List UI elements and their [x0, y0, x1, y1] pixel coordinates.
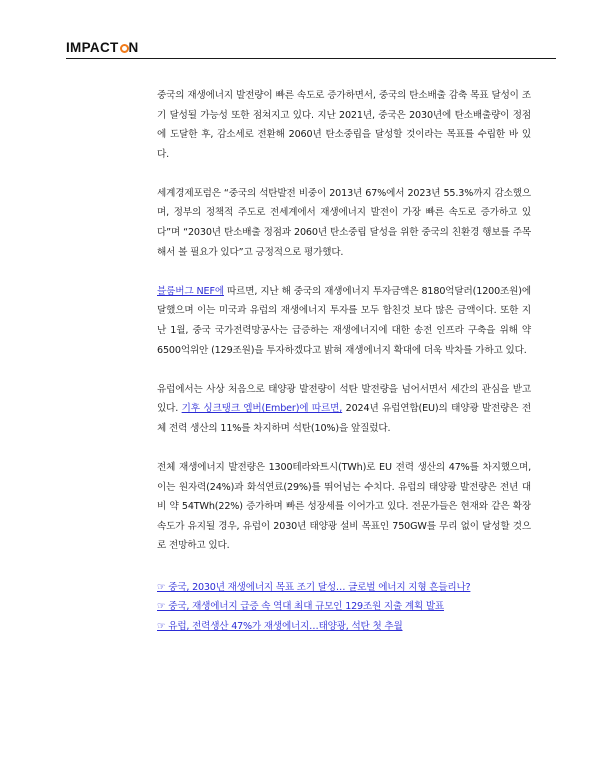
logo-text: IMPACT — [66, 40, 119, 55]
related-articles-list — [157, 578, 531, 637]
paragraph-4 — [157, 380, 531, 439]
paragraph-5: 전체 재생에너지 발전량은 1300테라와트시(TWh)로 EU 전력 생산의 47%를 차지했으며, 이는 원자력(24%)과 화석연료(29%)를 뛰어넘는 수치다. 유럽의 태양광 발전량은 전년 대비 약 54TWh(22%) 증가하며 빠른 성장세를 이어가고 있다. 전문가들은 현재와 같은 확장 속도가 유지될 경우, 유럽이 2030년 태양광 설비 목표인 750GW를 무리 없이 달성할 것으로 전망하고 있다. — [157, 461, 531, 552]
header-divider — [66, 58, 556, 59]
related-article-item — [157, 578, 531, 598]
paragraph-4-text-a: 유럽에서는 사상 처음으로 태양광 발전량이 석탄 발전량을 넘어서면서 세간의 관심을 받고 있다. — [157, 383, 531, 415]
paragraph-2: 세계경제포럼은 “중국의 석탄발전 비중이 2013년 67%에서 2023년 55.3%까지 감소했으며, 정부의 정책적 주도로 전세계에서 재생에너지 발전이 가장 빠른 속도로 증가하고 있다”며 “2030년 탄소배출 정점과 2060년 탄소중립 달성을 위한 중국의 친환경 행보를 주목해서 볼 필요가 있다”고 긍정적으로 평가했다. — [157, 187, 531, 258]
impact-on-logo[interactable] — [66, 40, 139, 56]
article-body — [157, 86, 531, 636]
bloomberg-nef-link[interactable]: 블룸버그 NEF에 — [157, 285, 224, 297]
paragraph-3 — [157, 282, 531, 360]
related-article-link-1[interactable]: ☞ 중국, 2030년 재생에너지 목표 조기 달성… 글로벌 에너지 지형 흔들리나? — [157, 581, 471, 593]
paragraph-3-text: 따르면, 지난 해 중국의 재생에너지 투자금액은 8180억달러(1200조원)에 달했으며 이는 미국과 유럽의 재생에너지 투자를 모두 합친것 보다 많은 금액이다. 또한 지난 1월, 중국 국가전력망공사는 급증하는 재생에너지에 대한 송전 인프라 구축을 위해 약 6500억위안 (129조원)을 투자하겠다고 밝혀 재생에너지 확대에 더욱 박차를 가하고 있다. — [157, 285, 531, 356]
page-header — [66, 40, 556, 60]
related-article-link-3[interactable]: ☞ 유럽, 전력생산 47%가 재생에너지…태양광, 석탄 첫 추월 — [157, 620, 403, 632]
ember-link[interactable]: 기후 싱크탱크 엠버(Ember)에 따르면, — [181, 403, 343, 415]
paragraph-1: 중국의 재생에너지 발전량이 빠른 속도로 증가하면서, 중국의 탄소배출 감축 목표 달성이 조기 달성될 가능성 또한 점쳐지고 있다. 지난 2021년, 중국은 2030년에 탄소배출량이 정점에 도달한 후, 감소세로 전환해 2060년 탄소중립을 달성할 것이라는 목표를 수립한 바 있다. — [157, 90, 531, 160]
related-article-item — [157, 597, 531, 617]
logo-text-end: N — [128, 40, 139, 55]
logo-o-mark-icon — [120, 44, 129, 53]
paragraph-4-text-b: 2024년 유럽연합(EU)의 태양광 발전량은 전체 전력 생산의 11%를 차지하며 석탄(10%)을 앞질렀다. — [157, 403, 531, 434]
related-article-link-2[interactable]: ☞ 중국, 재생에너지 급증 속 역대 최대 규모인 129조원 지출 계획 발표 — [157, 601, 444, 613]
related-article-item — [157, 617, 531, 637]
